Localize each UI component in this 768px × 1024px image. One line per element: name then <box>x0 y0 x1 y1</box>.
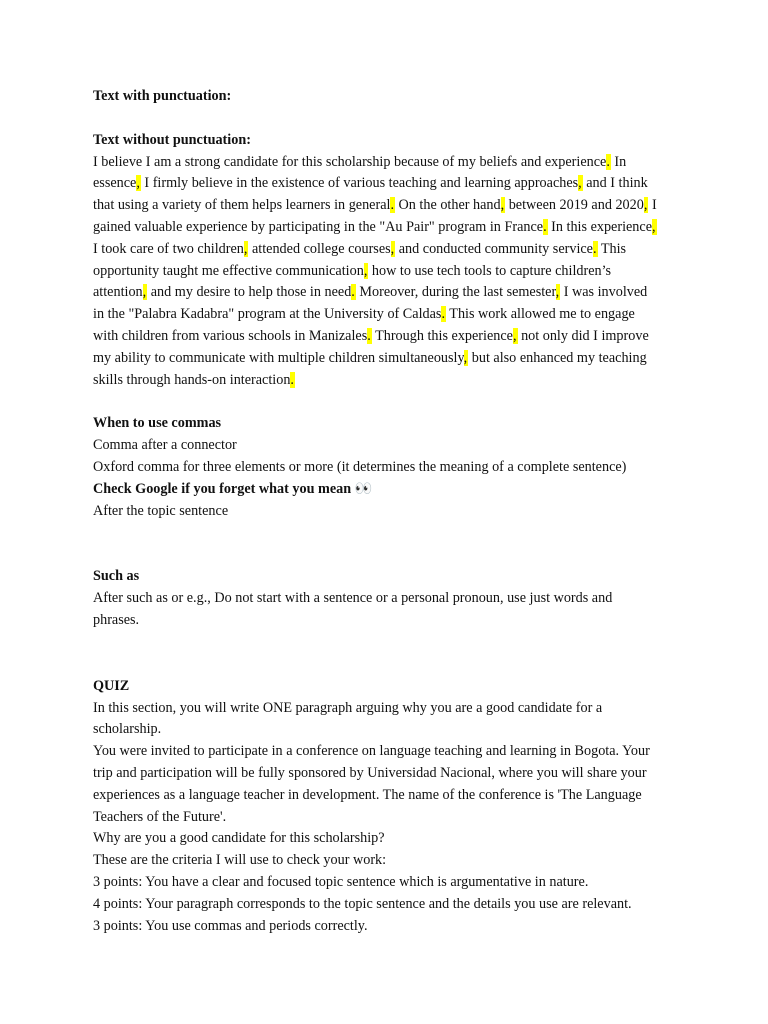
check-google-note: Check Google if you forget what you mean 👀 <box>93 480 373 497</box>
heading-text-with-punctuation: Text with punctuation: <box>93 88 232 104</box>
paragraph-text: On the other hand <box>395 197 501 214</box>
paragraph-text: between 2019 and 2020 <box>505 197 644 214</box>
highlighted-punctuation: . <box>441 306 445 323</box>
highlighted-punctuation: , <box>500 197 505 214</box>
paragraph-text: my ability to communicate with multiple children simultaneously <box>93 349 464 366</box>
paragraph-text: skills through hands-on interaction <box>93 371 291 388</box>
paragraph-text: I was involved <box>560 284 648 301</box>
paragraph-text: In <box>610 153 627 170</box>
comma-rule-oxford: Oxford comma for three elements or more (it determines the meaning of a complete sentence) <box>93 458 627 475</box>
highlighted-punctuation: . <box>351 284 355 301</box>
highlighted-punctuation: , <box>142 284 147 301</box>
such-as-line-2: phrases. <box>93 611 140 628</box>
quiz-line: trip and participation will be fully sponsored by Universidad Nacional, where you will share your <box>93 764 647 781</box>
highlighted-punctuation: . <box>290 371 294 388</box>
paragraph-text: This <box>597 240 627 257</box>
paragraph-text: opportunity taught me effective communication <box>93 262 364 279</box>
paragraph-text: I believe I am a strong candidate for this scholarship because of my beliefs and experience <box>93 153 607 170</box>
paragraph-text: essence <box>93 175 137 192</box>
highlighted-punctuation: . <box>592 240 597 257</box>
paragraph-line <box>93 173 683 195</box>
paragraph-text: not only did I improve <box>517 327 649 344</box>
paragraph-line <box>93 239 683 261</box>
quiz-criterion: 3 points: You use commas and periods correctly. <box>93 917 368 934</box>
quiz-line: scholarship. <box>93 721 162 738</box>
such-as-line-1: After such as or e.g., Do not start with a sentence or a personal pronoun, use just words and <box>93 590 613 607</box>
paragraph-text: attention <box>93 284 143 301</box>
quiz-line: Why are you a good candidate for this scholarship? <box>93 830 385 847</box>
paragraph-text: This work allowed me to engage <box>445 306 635 323</box>
highlighted-punctuation: , <box>243 240 248 257</box>
paragraph-text: that using a variety of them helps learners in general <box>93 197 391 214</box>
paragraph-line <box>93 326 683 348</box>
spacer <box>93 108 683 130</box>
paragraph-line <box>93 261 683 283</box>
highlighted-punctuation: . <box>606 153 610 170</box>
paragraph-line <box>93 152 683 174</box>
paragraph-text: I <box>648 197 657 214</box>
spacer <box>93 391 683 413</box>
paragraph-text: and conducted community service <box>395 240 593 257</box>
paragraph-line <box>93 370 683 392</box>
spacer <box>93 522 683 566</box>
paragraph-text: I took care of two children <box>93 240 244 257</box>
spacer <box>93 632 683 676</box>
paragraph-line <box>93 195 683 217</box>
heading-text-without-punctuation: Text without punctuation: <box>93 131 251 148</box>
quiz-criterion: 4 points: Your paragraph corresponds to the topic sentence and the details you use are relevant. <box>93 895 632 912</box>
highlighted-punctuation: . <box>367 327 371 344</box>
paragraph-text: I firmly believe in the existence of various teaching and learning approaches <box>140 175 579 192</box>
paragraph-line <box>93 348 683 370</box>
punctuated-paragraph <box>93 152 683 392</box>
highlighted-punctuation: , <box>136 175 140 192</box>
paragraph-line <box>93 217 683 239</box>
heading-such-as: Such as <box>93 568 140 585</box>
paragraph-text: how to use tech tools to capture children’s <box>368 262 612 279</box>
quiz-line: These are the criteria I will use to check your work: <box>93 852 387 869</box>
heading-quiz: QUIZ <box>93 677 130 694</box>
paragraph-line <box>93 282 683 304</box>
heading-when-to-use-commas: When to use commas <box>93 415 222 432</box>
document-page <box>93 86 683 937</box>
highlighted-punctuation: , <box>652 218 656 235</box>
paragraph-text: with children from various schools in Manizales <box>93 327 368 344</box>
paragraph-text: and my desire to help those in need <box>147 284 352 301</box>
highlighted-punctuation: . <box>543 218 547 235</box>
paragraph-text: and I think <box>582 175 648 192</box>
comma-rule-connector: Comma after a connector <box>93 437 237 454</box>
highlighted-punctuation: , <box>555 284 560 301</box>
paragraph-text: In this experience <box>547 218 652 235</box>
comma-rule-topic-sentence: After the topic sentence <box>93 502 229 519</box>
quiz-line: In this section, you will write ONE paragraph arguing why you are a good candidate for a <box>93 699 603 716</box>
paragraph-line <box>93 304 683 326</box>
highlighted-punctuation: , <box>463 349 468 366</box>
paragraph-text: Moreover, during the last semester <box>355 284 556 301</box>
quiz-line: experiences as a language teacher in development. The name of the conference is 'The Language <box>93 786 642 803</box>
quiz-criterion: 3 points: You have a clear and focused topic sentence which is argumentative in nature. <box>93 873 589 890</box>
paragraph-text: Through this experience <box>371 327 513 344</box>
highlighted-punctuation: . <box>390 197 394 214</box>
highlighted-punctuation: , <box>363 262 368 279</box>
quiz-line: You were invited to participate in a conference on language teaching and learning in Bogota. Your <box>93 743 650 760</box>
highlighted-punctuation: , <box>578 175 582 192</box>
highlighted-punctuation: , <box>643 197 648 214</box>
highlighted-punctuation: , <box>512 327 517 344</box>
highlighted-punctuation: , <box>390 240 395 257</box>
paragraph-text: attended college courses <box>248 240 391 257</box>
paragraph-text: in the "Palabra Kadabra" program at the University of Caldas <box>93 306 442 323</box>
paragraph-text: gained valuable experience by participating in the "Au Pair" program in France <box>93 218 544 235</box>
paragraph-text: but also enhanced my teaching <box>468 349 647 366</box>
quiz-line: Teachers of the Future'. <box>93 808 227 825</box>
